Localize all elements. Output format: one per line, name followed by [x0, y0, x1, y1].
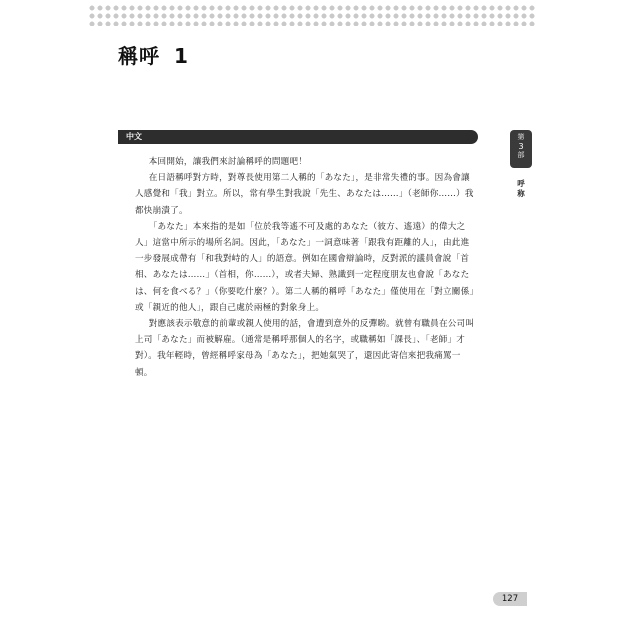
page-title-number: 1: [174, 44, 188, 68]
part-label: [512, 179, 530, 199]
part-tab: [510, 130, 532, 168]
page-heading: [118, 40, 188, 69]
part-tab-prefix: 第: [517, 133, 525, 141]
paragraph: 本回開始，讓我們來討論稱呼的問題吧！: [148, 157, 308, 167]
article-body: [135, 154, 475, 381]
page-number: 127: [501, 594, 519, 604]
paragraph: 對應該表示敬意的前輩或親人使用的話，會遭到意外的反彈喲。就曾有職員在公司叫上司「あなた」而被解雇。（通常是稱呼那個人的名字，或職稱如「課長」、「老師」才對）。我年輕時，曾經稱呼家母為「あなた」，把她氣哭了，還因此寄信來把我痛罵一頓。: [135, 319, 475, 378]
section-header-bar: [118, 130, 478, 144]
paragraph: 「あなた」本來指的是如「位於我等遙不可及處的あなた（彼方、遙遠）的偉大之人」這當中所示的場所名詞。因此，「あなた」一詞意味著「跟我有距離的人」，由此進一步發展成帶有「和我對峙的人」的語意。例如在國會辯論時，反對派的議員會說「首相、あなたは……」（首相，你……），或者夫婦、熟識到一定程度朋友也會說「あなたは、何を食べる？」（你要吃什麼？）。第二人稱的稱呼「あなた」僅使用在「對立關係」或「親近的他人」，跟自己處於兩極的對象身上。: [135, 221, 474, 313]
part-tab-suffix: 部: [517, 151, 525, 159]
part-label-line2: 称: [517, 189, 525, 198]
paragraph: 在日語稱呼對方時，對尊長使用第二人稱的「あなた」，是非常失禮的事。因為會讓人感覺和「我」對立。所以，常有學生對我說「先生、あなたは……」（老師你……）我都快崩潰了。: [135, 173, 474, 216]
page-number-tab: [493, 592, 527, 606]
decorative-dot-band: [88, 4, 536, 26]
part-tab-number: 3: [518, 142, 524, 151]
page-title: 稱呼: [118, 44, 160, 68]
section-label: 中文: [126, 132, 142, 141]
part-label-line1: 呼: [517, 179, 525, 188]
